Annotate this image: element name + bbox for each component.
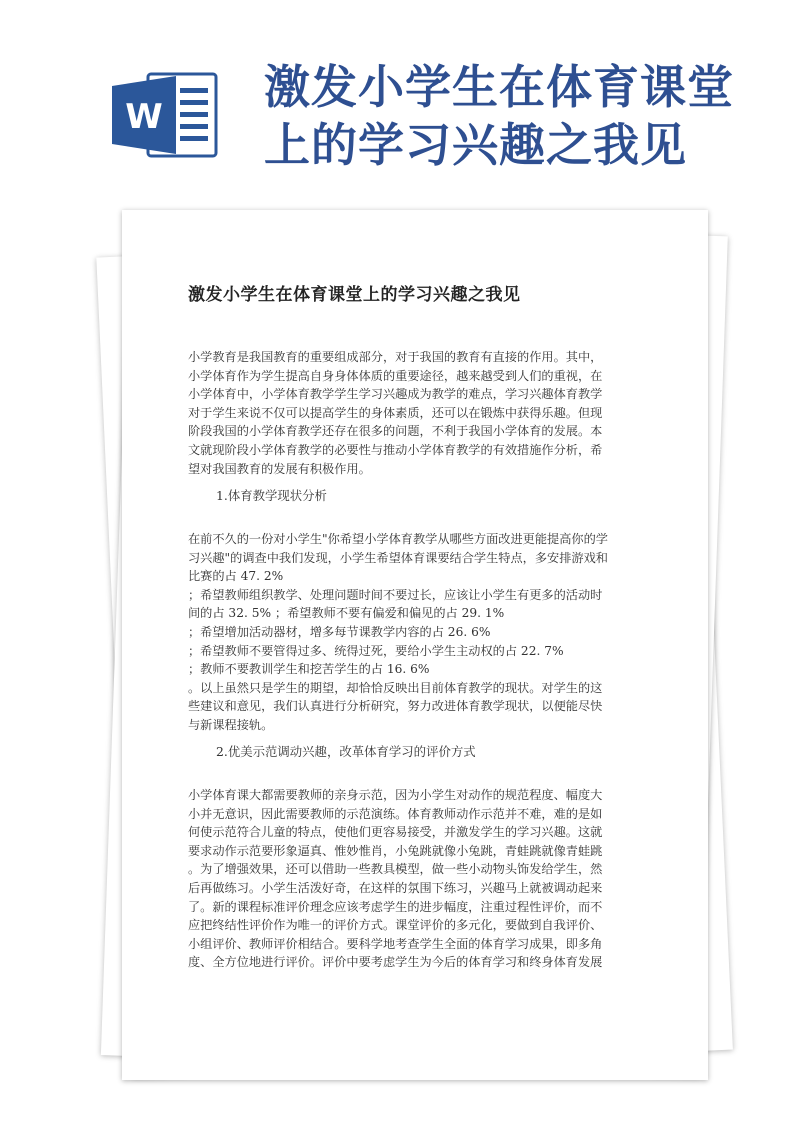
text-line: 些建议和意见，我们认真进行分析研究，努力改进体育教学现状，以便能尽快 — [188, 699, 603, 714]
text-line: 小组评价、教师评价相结合。要科学地考查学生全面的体育学习成果，即多角 — [188, 936, 603, 951]
word-icon-letter: W — [125, 97, 163, 137]
text-line: ；希望教师不要管得过多、统得过死，要给小学生主动权的占 22. 7% — [188, 643, 564, 658]
text-line: 在前不久的一份对小学生"你希望小学体育教学从哪些方面改进更能提高你的学 — [188, 532, 608, 546]
text-line: 小学体育作为学生提高自身身体体质的重要途径，越来越受到人们的重视，在 — [188, 368, 603, 383]
text-line: 对于学生来说不仅可以提高学生的身体素质，还可以在锻炼中获得乐趣。但现 — [188, 405, 603, 420]
text-line: 小学教育是我国教育的重要组成部分，对于我国的教育有直接的作用。其中， — [188, 350, 603, 364]
section1-heading: 1.体育教学现状分析 — [216, 488, 327, 503]
text-line: 度、全方位地进行评价。评价中要考虑学生为今后的体育学习和终身体育发展 — [188, 955, 603, 970]
text-line: 望对我国教育的发展有积极作用。 — [188, 461, 371, 476]
text-line: 要求动作示范要形象逼真、惟妙惟肖，小兔跳就像小兔跳，青蛙跳就像青蛙跳 — [188, 843, 603, 858]
banner-title-line2: 上的学习兴趣之我见 — [264, 118, 687, 172]
text-line: 阶段我国的小学体育教学还存在很多的问题，不利于我国小学体育的发展。本 — [188, 424, 603, 439]
text-line: 习兴趣"的调查中我们发现，小学生希望体育课要结合学生特点，多安排游戏和 — [188, 550, 608, 565]
text-line: 间的占 32. 5% ；希望教师不要有偏爱和偏见的占 29. 1% — [188, 606, 505, 621]
text-line: 小学体育课大都需要教师的亲身示范，因为小学生对动作的规范程度、幅度大 — [188, 788, 603, 802]
text-line: 文就现阶段小学体育教学的必要性与推动小学体育教学的有效措施作分析，希 — [188, 442, 603, 457]
text-line: ；希望增加活动器材，增多每节课教学内容的占 26. 6% — [188, 624, 491, 639]
text-line: 后再做练习。小学生活泼好奇，在这样的氛围下练习，兴趣马上就被调动起来 — [188, 880, 603, 895]
text-line: ；希望教师组织教学、处理问题时间不要过长，应该让小学生有更多的活动时 — [188, 587, 603, 602]
text-line: 何使示范符合儿童的特点，使他们更容易接受，并激发学生的学习兴趣。这就 — [188, 825, 603, 840]
text-line: 。以上虽然只是学生的期望，却恰恰反映出目前体育教学的现状。对学生的这 — [188, 680, 603, 695]
section2-heading: 2.优美示范调动兴趣，改革体育学习的评价方式 — [216, 744, 476, 759]
text-line: 小学体育中，小学体育教学学生学习兴趣成为教学的难点，学习兴趣体育教学 — [188, 387, 603, 402]
text-line: 。为了增强效果，还可以借助一些教具模型，做一些小动物头饰发给学生，然 — [188, 862, 603, 877]
text-line: ；教师不要教训学生和挖苦学生的占 16. 6% — [188, 662, 430, 677]
section2-paragraph — [188, 786, 634, 972]
banner-title-line1: 激发小学生在体育课堂 — [264, 60, 734, 114]
text-line: 应把终结性评价作为唯一的评价方式。课堂评价的多元化，要做到自我评价、 — [188, 918, 603, 933]
section1-paragraph — [188, 530, 634, 735]
text-line: 与新课程接轨。 — [188, 717, 274, 732]
text-line: 小并无意识，因此需要教师的示范演练。体育教师动作示范并不难，难的是如 — [188, 806, 603, 821]
document-title: 激发小学生在体育课堂上的学习兴趣之我见 — [188, 285, 521, 305]
intro-paragraph — [188, 348, 634, 478]
text-line: 了。新的课程标准评价理念应该考虑学生的进步幅度，注重过程性评价，而不 — [188, 899, 603, 914]
text-line: 比赛的占 47. 2% — [188, 569, 284, 584]
